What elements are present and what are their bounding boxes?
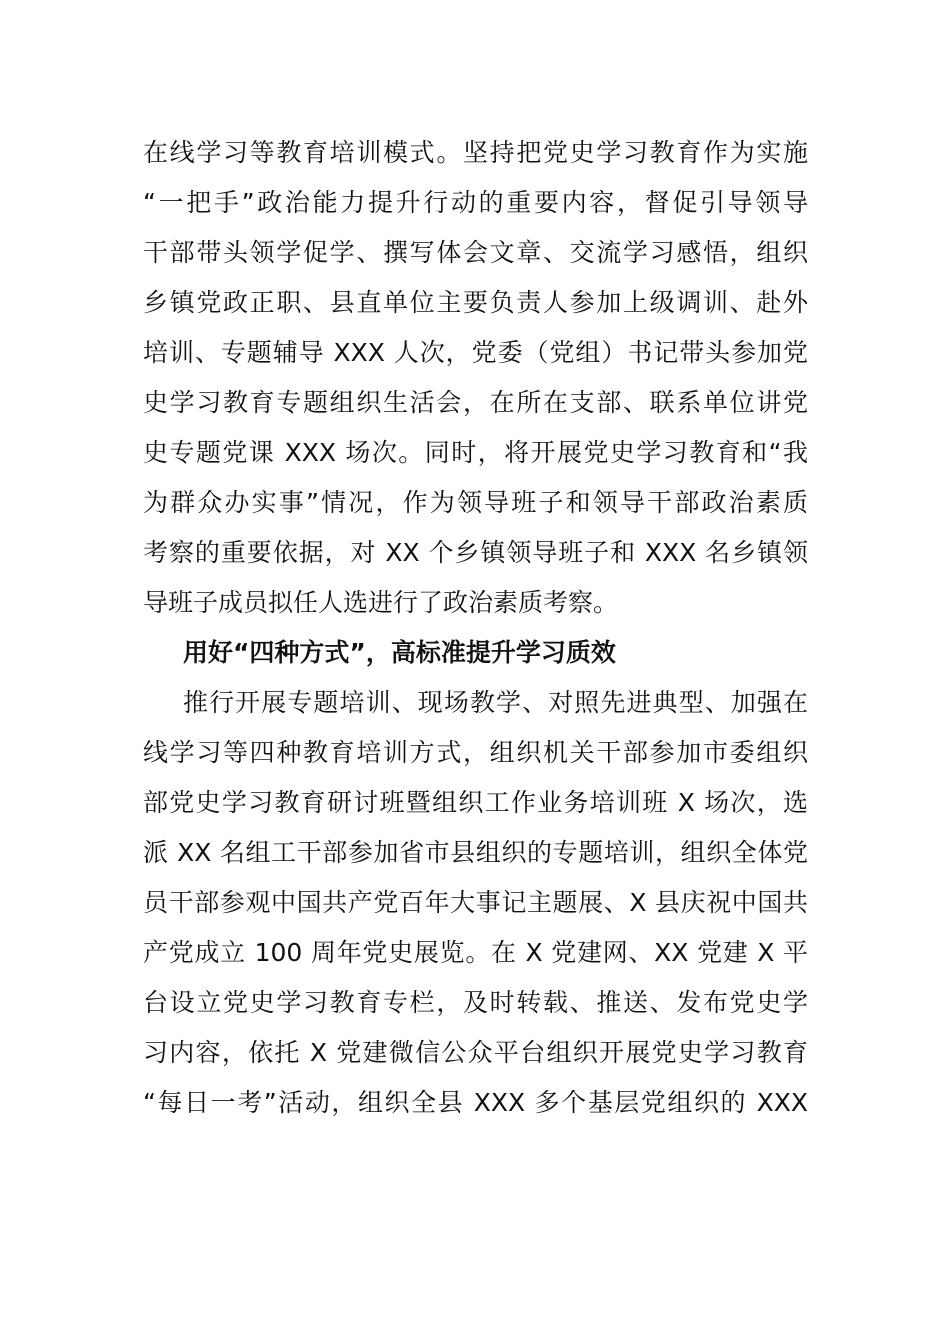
text-line: 推行开展专题培训、现场教学、对照先进典型、加强在: [183, 688, 808, 717]
text-line: 派 XX 名组工干部参加省市县组织的专题培训，组织全体党: [143, 838, 808, 867]
text-line: 在线学习等教育培训模式。坚持把党史学习教育作为实施: [143, 138, 808, 167]
text-line: “一把手”政治能力提升行动的重要内容，督促引导领导: [143, 188, 808, 217]
text-line: 为群众办实事”情况，作为领导班子和领导干部政治素质: [143, 488, 808, 517]
text-line: 部党史学习教育研讨班暨组织工作业务培训班 X 场次，选: [143, 788, 808, 817]
text-line: 台设立党史学习教育专栏，及时转载、推送、发布党史学: [143, 988, 808, 1017]
text-line: 史专题党课 XXX 场次。同时，将开展党史学习教育和“我: [143, 438, 808, 467]
document-body: [143, 128, 808, 1128]
paragraph-four-methods: [143, 678, 808, 1128]
text-line: 员干部参观中国共产党百年大事记主题展、X 县庆祝中国共: [143, 888, 808, 917]
text-line: 线学习等四种教育培训方式，组织机关干部参加市委组织: [143, 738, 808, 767]
text-line: 干部带头领学促学、撰写体会文章、交流学习感悟，组织: [143, 238, 808, 267]
text-line: 乡镇党政正职、县直单位主要负责人参加上级调训、赴外: [143, 288, 808, 317]
text-line: 导班子成员拟任人选进行了政治素质考察。: [143, 588, 619, 617]
text-line: “每日一考”活动，组织全县 XXX 多个基层党组织的 XXX: [143, 1088, 808, 1117]
text-line: 培训、专题辅导 XXX 人次，党委（党组）书记带头参加党: [143, 338, 808, 367]
text-line: 考察的重要依据，对 XX 个乡镇领导班子和 XXX 名乡镇领: [143, 538, 808, 567]
paragraph-party-history-leadership: [143, 128, 808, 628]
section-heading: 用好“四种方式”，高标准提升学习质效: [183, 638, 616, 667]
text-line: 史学习教育专题组织生活会，在所在支部、联系单位讲党: [143, 388, 808, 417]
text-line: 产党成立 100 周年党史展览。在 X 党建网、XX 党建 X 平: [143, 938, 808, 967]
text-line: 习内容，依托 X 党建微信公众平台组织开展党史学习教育: [143, 1038, 808, 1067]
